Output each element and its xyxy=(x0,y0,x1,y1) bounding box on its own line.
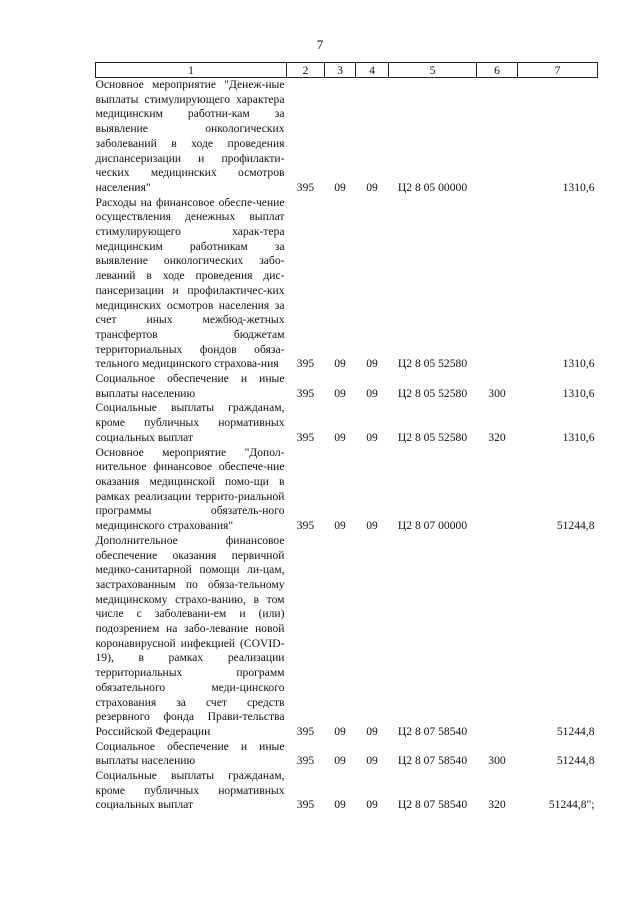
row-target-article: Ц2 8 05 00000 xyxy=(397,180,468,194)
row-grbs: 395 xyxy=(296,430,315,444)
row-name: Социальные выплаты гражданам, кроме публичных нормативных социальных выплат xyxy=(95,401,285,444)
row-expense-type: 300 xyxy=(488,754,506,768)
row-section: 09 xyxy=(334,180,346,194)
header-col-6: 6 xyxy=(477,63,518,78)
row-subsection: 09 xyxy=(366,386,378,400)
row-grbs: 395 xyxy=(296,519,315,533)
row-grbs: 395 xyxy=(296,357,315,371)
row-grbs: 395 xyxy=(296,386,315,400)
row-subsection: 09 xyxy=(366,724,378,738)
row-target-article: Ц2 8 07 58540 xyxy=(397,798,468,812)
table-row xyxy=(96,372,598,401)
row-expense-type xyxy=(477,78,518,196)
row-section: 09 xyxy=(334,430,346,444)
row-grbs: 395 xyxy=(296,180,315,194)
row-expense-type: 320 xyxy=(488,430,506,444)
row-name: Социальное обеспечение и иные выплаты населению xyxy=(95,372,285,400)
row-target-article: Ц2 8 07 58540 xyxy=(397,724,468,738)
row-target-article: Ц2 8 05 52580 xyxy=(397,430,468,444)
table-row xyxy=(96,446,598,534)
row-name: Социальное обеспечение и иные выплаты населению xyxy=(95,739,285,768)
header-col-4: 4 xyxy=(356,63,389,78)
row-amount: 1310,6 xyxy=(562,180,595,194)
table-header-row xyxy=(96,63,598,78)
row-section: 09 xyxy=(334,519,346,533)
header-col-5: 5 xyxy=(389,63,477,78)
table-row xyxy=(96,740,598,769)
table-row xyxy=(96,401,598,445)
row-subsection: 09 xyxy=(366,357,378,371)
row-expense-type xyxy=(477,446,518,534)
row-name: Основное мероприятие "Допол-нительное финансовое обеспече-ние оказания медицинской помо-щи в рамках реализации террито-риальной программы обязатель-ного медицинского страхования" xyxy=(95,445,285,533)
row-target-article: Ц2 8 05 52580 xyxy=(397,357,468,371)
row-amount: 1310,6 xyxy=(562,430,595,444)
row-section: 09 xyxy=(334,724,346,738)
row-expense-type: 300 xyxy=(488,386,506,400)
row-grbs: 395 xyxy=(296,724,315,738)
row-amount: 51244,8 xyxy=(556,754,595,768)
row-amount: 51244,8 xyxy=(556,724,595,738)
row-amount: 51244,8"; xyxy=(548,798,595,812)
table-row xyxy=(96,769,598,813)
row-name: Основное мероприятие "Денеж-ные выплаты стимулирующего характера медицинским работни-кам за выявление онкологических заболеваний в ходе проведения диспансеризации и профилакти-ческих медицинских осмотров населения" xyxy=(95,78,285,194)
row-target-article: Ц2 8 07 00000 xyxy=(397,519,468,533)
row-expense-type: 320 xyxy=(488,798,506,812)
header-col-3: 3 xyxy=(325,63,356,78)
row-expense-type xyxy=(477,196,518,372)
row-amount: 51244,8 xyxy=(556,519,595,533)
row-name: Расходы на финансовое обеспе-чение осуществления денежных выплат стимулирующего харак-тера медицинским работникам за выявление онкологических забо-леваний в ходе проведения дис-пансеризации и профилактичес-ких медицинских осмотров населения за счет иных межбюд-жетных трансфертов бюджетам территориальных фондов обяза-тельного медицинского страхова-ния xyxy=(95,195,285,371)
row-section: 09 xyxy=(334,754,346,768)
row-subsection: 09 xyxy=(366,754,378,768)
table-row xyxy=(96,78,598,196)
row-subsection: 09 xyxy=(366,430,378,444)
row-expense-type xyxy=(477,534,518,740)
row-section: 09 xyxy=(334,357,346,371)
row-amount: 1310,6 xyxy=(562,386,595,400)
row-subsection: 09 xyxy=(366,180,378,194)
header-col-1: 1 xyxy=(96,63,287,78)
row-subsection: 09 xyxy=(366,519,378,533)
header-col-2: 2 xyxy=(287,63,325,78)
row-name: Дополнительное финансовое обеспечение оказания первичной медико-санитарной помощи ли-цам, застрахованным по обяза-тельному медицинскому страхо-ванию, в том числе с заболевани-ем и (или) подозрением на забо-левание новой коронавирусной инфекцией (COVID-19), в рамках реализации территориальных программ обязательного меди-цинского страхования за счет средств резервного фонда Прави-тельства Российской Федерации xyxy=(95,533,285,738)
header-col-7: 7 xyxy=(518,63,598,78)
row-subsection: 09 xyxy=(366,798,378,812)
page-number: 7 xyxy=(316,37,324,52)
budget-table xyxy=(95,62,598,813)
row-section: 09 xyxy=(334,798,346,812)
table-row xyxy=(96,534,598,740)
row-amount: 1310,6 xyxy=(562,357,595,371)
row-grbs: 395 xyxy=(296,798,315,812)
row-target-article: Ц2 8 07 58540 xyxy=(397,754,468,768)
row-name: Социальные выплаты гражданам, кроме публичных нормативных социальных выплат xyxy=(95,769,285,812)
row-target-article: Ц2 8 05 52580 xyxy=(397,386,468,400)
row-section: 09 xyxy=(334,386,346,400)
row-grbs: 395 xyxy=(296,754,315,768)
table-row xyxy=(96,196,598,372)
